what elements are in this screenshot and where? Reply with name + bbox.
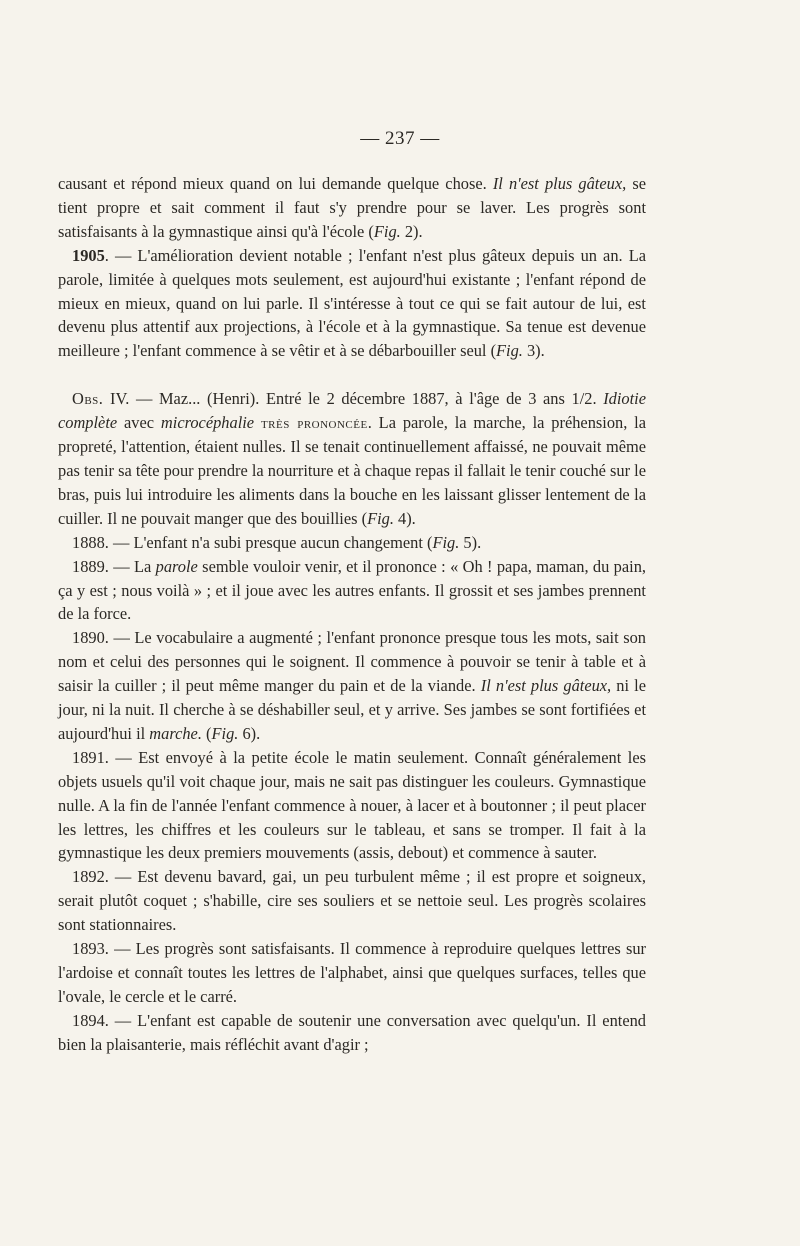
text-run: se tient propre et sait comment il faut s'y prendre pour se laver. Les progrès sont satisfaisants à la gymnastique ainsi qu'à l'école ( (58, 174, 646, 241)
text-run: 1890. — Le vocabulaire a augmenté ; l'enfant prononce presque tous les mots, sait son nom et celui des personnes qui le soignent. Il commence à pouvoir se tenir à table et à saisir la cuiller ; il peut même manger du pain et de la viande. (58, 628, 646, 696)
paragraph (58, 1009, 646, 1057)
italic-text: Fig. (211, 723, 239, 743)
paragraph (58, 531, 646, 555)
paragraph (58, 387, 646, 530)
page-number: — 237 — (360, 128, 440, 149)
text-run: 1893. — Les progrès sont satisfaisants. Il commence à reproduire quelques lettres sur l'ardoise et connaît toutes les lettres de l'alphabet, ainsi que quelques surfaces, telles que l'ovale, le cercle et le carré. (58, 939, 646, 1006)
text-run: ni le jour, ni la nuit. Il cherche à se déshabiller seul, et y arrive. Ses jambes se sont fortifiées et aujourd'hui il (58, 676, 647, 743)
italic-text: Fig. (367, 508, 394, 528)
body-text (58, 172, 646, 1057)
italic-text: Fig. (432, 532, 460, 552)
text-run: 3). (522, 341, 545, 361)
italic-text: Fig. (496, 341, 523, 361)
text-run: avec (117, 413, 161, 433)
text-run: IV. — Maz... (Henri). Entré le 2 décembre 1887, à l'âge de 3 ans 1/2. (103, 389, 604, 409)
text-run: semble vouloir venir, et il prononce : « Oh ! papa, maman, du pain, ça y est ; nous voilà » ; et il joue avec les autres enfants. Il grossit et ses jambes prennent de la force. (58, 556, 646, 624)
paragraph-gap (58, 363, 646, 387)
paragraph (58, 865, 646, 937)
italic-text: marche. (149, 723, 202, 743)
paragraph (58, 746, 646, 866)
italic-text: Fig. (373, 221, 401, 241)
year-label: 1905 (72, 245, 105, 265)
paragraph (58, 626, 646, 746)
text-run: 1892. — Est devenu bavard, gai, un peu turbulent même ; il est propre et soigneux, serait plutôt coquet ; s'habille, cire ses souliers et se nettoie seul. Les progrès scolaires sont stationnaires. (58, 867, 646, 935)
italic-text: microcéphalie (160, 413, 255, 433)
paragraph (58, 937, 646, 1009)
text-run: 6). (238, 723, 261, 743)
text-run: 1888. — L'enfant n'a subi presque aucun changement ( (72, 532, 433, 552)
italic-text: Il n'est plus gâteux, (480, 676, 612, 696)
text-run (254, 413, 261, 432)
paragraph (58, 244, 646, 364)
italic-text: parole (155, 556, 198, 576)
small-caps-text: Obs. (72, 389, 104, 409)
italic-text: Il n'est plus gâteux, (492, 174, 627, 193)
text-run: 1894. — L'enfant est capable de soutenir une conversation avec quelqu'un. Il entend bien la plaisanterie, mais réfléchit avant d'agir ; (58, 1010, 646, 1054)
text-run: 1891. — Est envoyé à la petite école le matin seulement. Connaît généralement les objets usuels qu'il voit chaque jour, mais ne sait pas distinguer les couleurs. Gymnastique nulle. A la fin de l'année l'enfant commence à nouer, à lacer et à boutonner ; il peut placer les lettres, les chiffres et les couleurs sur le tableau, et sans se tromper. Il fait à la gymnastique les deux premiers mouvements (assis, debout) et commence à sauter. (58, 747, 646, 863)
italic-text: Idiotie complète (58, 389, 646, 433)
text-run: 1889. — La (72, 556, 156, 576)
small-caps-text: très prononcée (260, 413, 368, 433)
paragraph (58, 172, 646, 244)
text-run: causant et répond mieux quand on lui demande quelque chose. (58, 174, 493, 193)
text-run: 2). (400, 221, 423, 241)
paragraph (58, 555, 646, 627)
text-run: ( (201, 723, 212, 743)
text-run: . — L'amélioration devient notable ; l'enfant n'est plus gâteux depuis un an. La parole, limitée à quelques mots seulement, est aujourd'hui existante ; l'enfant répond de mieux en mieux, quand on lui parle. Il s'intéresse à tout ce qui se fait autour de lui, est devenu plus attentif aux projections, à l'école et à la gymnastique. Sa tenue est devenue meilleure ; l'enfant commence à se vêtir et à se débarbouiller seul ( (58, 245, 646, 361)
text-run: . La parole, la marche, la préhension, la propreté, l'attention, étaient nulles. Il se tenait continuellement affaissé, ne pouvait même pas tenir sa tête pour prendre la nourriture et à chaque repas il fallait le tenir couché sur le bras, puis lui introduire les aliments dans la bouche en les laissant glisser lentement de la cuiller. Il ne pouvait manger que des bouillies ( (58, 413, 647, 528)
text-run: 4). (393, 508, 416, 528)
text-run: 5). (459, 532, 482, 552)
